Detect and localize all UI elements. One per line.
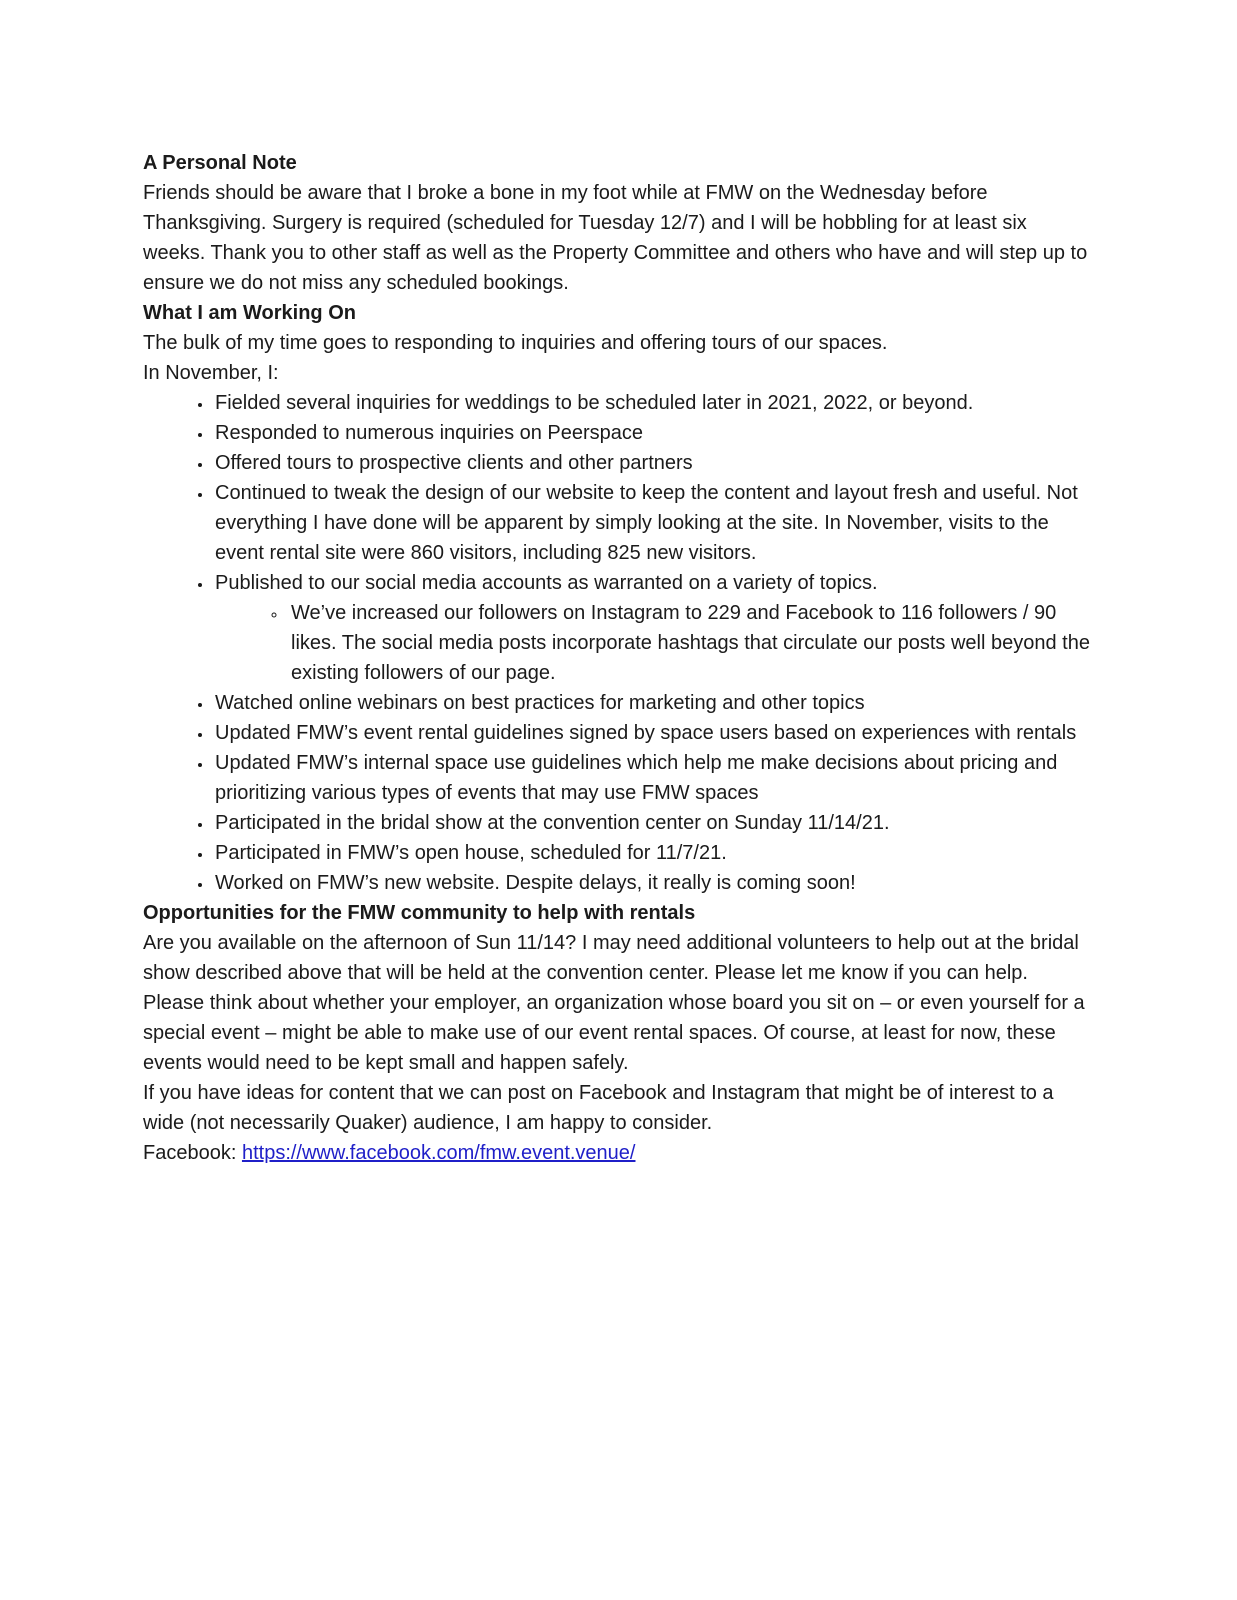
heading-personal-note: A Personal Note <box>143 152 297 174</box>
paragraph-opportunities-3: If you have ideas for content that we can post on Facebook and Instagram that might be of interest to a wide (not necessarily Quaker) audience, I am happy to consider. <box>143 1082 1054 1134</box>
november-bullet-list <box>143 388 1091 898</box>
list-intro-in-november: In November, I: <box>143 362 279 384</box>
list-item: • Participated in FMW’s open house, scheduled for 11/7/21. <box>213 838 1091 868</box>
paragraph-personal-note: Friends should be aware that I broke a bone in my foot while at FMW on the Wednesday before Thanksgiving. Surgery is required (scheduled for Tuesday 12/7) and I will be hobbling for at least six weeks. Thank you to other staff as well as the Property Committee and others who have and will step up to ensure we do not miss any scheduled bookings. <box>143 182 1088 294</box>
list-item: • Continued to tweak the design of our website to keep the content and layout fresh and useful. Not everything I have done will be apparent by simply looking at the site. In November, visits to the event rental site were 860 visitors, including 825 new visitors. <box>213 478 1091 568</box>
list-item: • Published to our social media accounts as warranted on a variety of topics. <box>213 568 1091 598</box>
heading-opportunities: Opportunities for the FMW community to help with rentals <box>143 902 696 924</box>
list-item: • Offered tours to prospective clients and other partners <box>213 448 1091 478</box>
facebook-label: Facebook: <box>143 1142 237 1164</box>
sub-list-item: ◦ We’ve increased our followers on Instagram to 229 and Facebook to 116 followers / 90 likes. The social media posts incorporate hashtags that circulate our posts well beyond the existing followers of our page. <box>287 598 1091 688</box>
paragraph-opportunities-2: Please think about whether your employer, an organization whose board you sit on – or even yourself for a special event – might be able to make use of our event rental spaces. Of course, at least for now, these events would need to be kept small and happen safely. <box>143 992 1085 1074</box>
facebook-line <box>143 1138 1091 1168</box>
facebook-link[interactable]: https://www.facebook.com/fmw.event.venue/ <box>241 1142 636 1164</box>
list-item: • Responded to numerous inquiries on Peerspace <box>213 418 1091 448</box>
heading-what-i-am-working-on: What I am Working On <box>143 302 356 324</box>
list-item: • Fielded several inquiries for weddings to be scheduled later in 2021, 2022, or beyond. <box>213 388 1091 418</box>
paragraph-opportunities-1: Are you available on the afternoon of Sun 11/14? I may need additional volunteers to help out at the bridal show described above that will be held at the convention center. Please let me know if you can help. <box>143 932 1079 984</box>
list-item: • Participated in the bridal show at the convention center on Sunday 11/14/21. <box>213 808 1091 838</box>
social-media-sub-list <box>213 598 1091 688</box>
list-item: • Updated FMW’s event rental guidelines signed by space users based on experiences with rentals <box>213 718 1091 748</box>
paragraph-working-on-summary: The bulk of my time goes to responding to inquiries and offering tours of our spaces. <box>143 332 888 354</box>
list-item: • Updated FMW’s internal space use guidelines which help me make decisions about pricing and prioritizing various types of events that may use FMW spaces <box>213 748 1091 808</box>
list-item: • Worked on FMW’s new website. Despite delays, it really is coming soon! <box>213 868 1091 898</box>
list-item: • Watched online webinars on best practices for marketing and other topics <box>213 688 1091 718</box>
